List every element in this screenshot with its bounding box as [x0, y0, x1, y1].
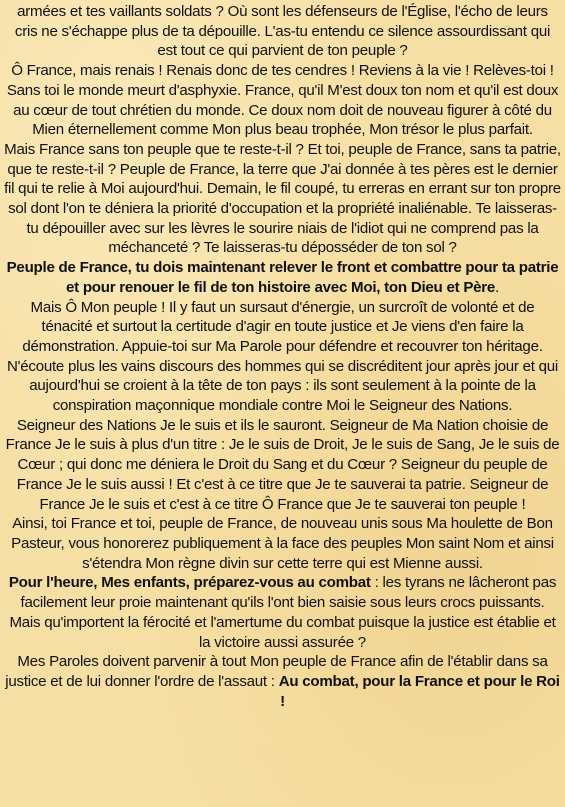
paragraph-7-text: Ainsi, toi France et toi, peuple de France, de nouveau unis sous Ma houlette de Bon Pasteur, vous honorerez publiquement à la face des peuples Mon saint Nom et ainsi s'étendra Mon règne divin sur cette terre qui est Mienne aussi. — [11, 515, 554, 572]
paragraph-3 — [4, 140, 561, 258]
paragraph-5-text: Mais Ô Mon peuple ! Il y faut un sursaut d'énergie, un surcroît de volonté et de ténacité et surtout la certitude d'agir en toute justice et Je viens d'en faire la démonstration. Appuie-toi sur Ma Parole pour défendre et recouvrer ton héritage. N'écoute plus les vains discours des hommes qui se discréditent jour après jour et qui aujourd'hui se croient à la tête de ton pays : ils sont seulement à la pointe de la conspiration maçonnique mondiale contre Moi le Seigneur des Nations. — [6, 298, 559, 415]
paragraph-1-text: armées et tes vaillants soldats ? Où sont les défenseurs de l'Église, l'écho de leurs cris ne s'échappe plus de ta dépouille. L'as-tu entendu ce silence assourdissant qui est tout ce qui parvient de ton peuple ? — [14, 3, 551, 60]
paragraph-5 — [4, 298, 561, 416]
paragraph-8 — [4, 573, 561, 652]
paragraph-2 — [4, 61, 561, 140]
paragraph-4-text: . — [495, 278, 500, 296]
paragraph-4 — [4, 258, 561, 297]
paragraph-8-text: : les tyrans ne lâcheront pas facilement leur proie maintenant qu'ils l'ont bien saisie sous leurs crocs puissants. Mais qu'importent la férocité et l'amertume du combat puisque la justice est établie et la victoire aussi assurée ? — [9, 574, 557, 651]
paragraph-7 — [4, 514, 561, 573]
paragraph-3-text: Mais France sans ton peuple que te reste-t-il ? Et toi, peuple de France, sans ta patrie, que te reste-t-il ? Peuple de France, la terre que J'ai donnée à tes pères est le dernier fil qui te relie à Moi aujourd'hui. Demain, le fil coupé, tu erreras en errant sur ton propre sol dont l'on te déniera la priorité d'occupation et la propriété inaliénable. Te laisseras-tu dépouiller avec sur les lèvres le sourire niais de l'idiot qui ne comprend pas la méchanceté ? Te laisseras-tu déposséder de ton sol ? — [4, 140, 561, 257]
paragraph-9-text: Mes Paroles doivent parvenir à tout Mon peuple de France afin de l'établir dans sa justice et de lui donner l'ordre de l'assaut : — [5, 653, 548, 690]
paragraph-9 — [4, 652, 561, 711]
paragraph-8-bold-text: Pour l'heure, Mes enfants, préparez-vous au combat — [8, 574, 371, 592]
paragraph-1 — [4, 2, 561, 61]
paragraph-2-text: Ô France, mais renais ! Renais donc de tes cendres ! Reviens à la vie ! Relèves-toi ! Sans toi le monde meurt d'asphyxie. France, qu'il M'est doux ton nom et qu'il est doux au cœur de tout chrétien du monde. Ce doux nom doit de nouveau figurer à côté du Mien éternellement comme Mon plus beau trophée, Mon trésor le plus parfait. — [6, 62, 559, 139]
paragraph-6 — [4, 416, 561, 515]
paragraph-6-text: Seigneur des Nations Je le suis et ils le sauront. Seigneur de Ma Nation choisie de France Je le suis à plus d'un titre : Je le suis de Droit, Je le suis de Sang, Je le suis de Cœur ; qui donc me déniera le Droit du Sang et du Cœur ? Seigneur du peuple de France Je le suis aussi ! Et c'est à ce titre que Je te sauverai ta patrie. Seigneur de France Je le suis et c'est à ce titre Ô France que Je te sauverai ton peuple ! — [5, 416, 560, 513]
paragraph-9-bold-text: Au combat, pour la France et pour le Roi ! — [278, 672, 560, 710]
paragraph-4-bold-text: Peuple de France, tu dois maintenant relever le front et combattre pour ta patrie et pour renouer le fil de ton histoire avec Moi, ton Dieu et Père — [6, 259, 559, 296]
